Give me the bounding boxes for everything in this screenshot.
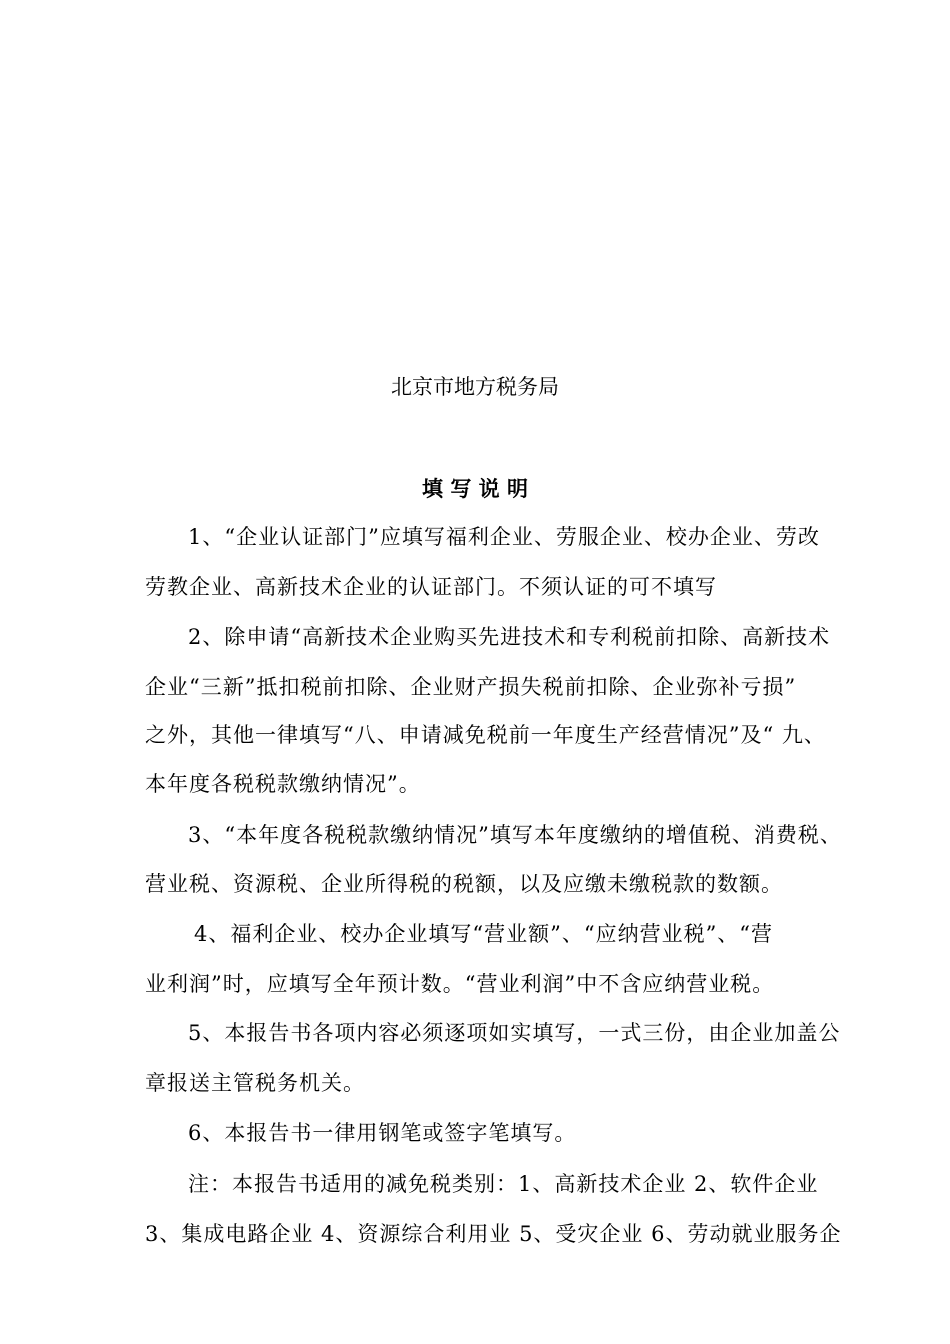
instruction-2-line-2: 企业“三新”抵扣税前扣除、企业财产损失税前扣除、企业弥补亏损” xyxy=(145,675,797,699)
instruction-1-line-2: 劳教企业、高新技术企业的认证部门。不须认证的可不填写 xyxy=(145,575,717,599)
instruction-5-line-2: 章报送主管税务机关。 xyxy=(145,1071,365,1095)
instruction-2-line-3: 之外，其他一律填写“八、申请减免税前一年度生产经营情况”及“ 九、 xyxy=(145,723,826,747)
instruction-4-line-1: 4、福利企业、校办企业填写“营业额”、“应纳营业税”、“营 xyxy=(194,922,774,946)
issuer-name: 北京市地方税务局 xyxy=(391,375,559,399)
instruction-6-line-1: 6、本报告书一律用钢笔或签字笔填写。 xyxy=(188,1121,577,1145)
instruction-2-line-1: 2、除申请“高新技术企业购买先进技术和专利税前扣除、高新技术 xyxy=(188,625,831,649)
instruction-2-line-4: 本年度各税税款缴纳情况”。 xyxy=(145,772,421,796)
instruction-3-line-2: 营业税、资源税、企业所得税的税额，以及应缴未缴税款的数额。 xyxy=(145,872,783,896)
instruction-5-line-1: 5、本报告书各项内容必须逐项如实填写，一式三份，由企业加盖公 xyxy=(188,1021,841,1045)
page-title: 填 写 说 明 xyxy=(422,476,528,501)
note-line-2: 3、集成电路企业 4、资源综合利用业 5、受灾企业 6、劳动就业服务企 xyxy=(145,1222,842,1246)
instruction-3-line-1: 3、“本年度各税税款缴纳情况”填写本年度缴纳的增值税、消费税、 xyxy=(188,823,842,847)
note-line-1: 注：本报告书适用的减免税类别：1、高新技术企业 2、软件企业 xyxy=(188,1172,819,1196)
instruction-4-line-2: 业利润”时，应填写全年预计数。“营业利润”中不含应纳营业税。 xyxy=(145,972,775,996)
instruction-1-line-1: 1、“企业认证部门”应填写福利企业、劳服企业、校办企业、劳改 xyxy=(188,525,820,549)
